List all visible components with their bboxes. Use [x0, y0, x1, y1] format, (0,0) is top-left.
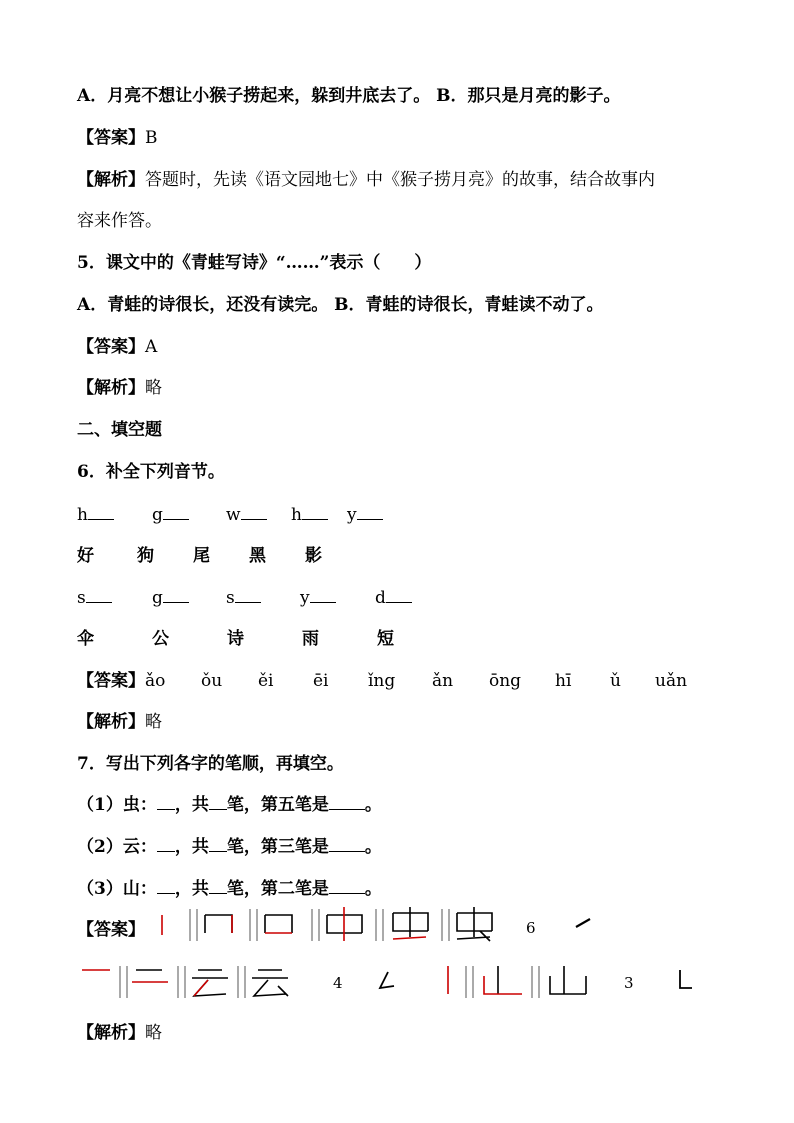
hanzi: 好 — [77, 546, 94, 566]
stroke-icon — [676, 968, 696, 992]
hanzi: 公 — [152, 629, 169, 649]
analysis-label: 【解析】 — [77, 712, 145, 732]
q7-question: 7．写出下列各字的笔顺，再填空。 — [77, 754, 344, 774]
pinyin-answer: ōng — [489, 671, 522, 691]
q7-item-1: （1）虫： ，共 笔，第五笔是 。 — [77, 795, 382, 815]
q4-analysis-cont: 容来作答。 — [77, 211, 162, 231]
q4-answer — [77, 128, 158, 148]
syllable-blank: g — [152, 505, 226, 525]
answer-label: 【答案】 — [77, 128, 145, 148]
stroke-count: 3 — [624, 974, 634, 992]
stroke-icon — [574, 915, 594, 931]
stroke-icon — [376, 970, 398, 992]
hanzi: 伞 — [77, 629, 94, 649]
syllable-blank: s — [226, 588, 300, 608]
syllable-blank: s — [77, 588, 152, 608]
stroke-sequence-image — [78, 962, 308, 1002]
q7-item-2: （2）云： ，共 笔，第三笔是 。 — [77, 837, 382, 857]
q5-options: A．青蛙的诗很长，还没有读完。 B．青蛙的诗很长，青蛙读不动了。 — [77, 295, 604, 315]
pinyin-answer: ǔ — [610, 671, 621, 691]
answer-label: 【答案】 — [77, 671, 145, 691]
q6-chars-row-1 — [77, 546, 345, 566]
q7-analysis — [77, 1023, 162, 1043]
syllable-blank: y — [300, 588, 375, 608]
stroke-count: 6 — [526, 919, 536, 937]
syllable-blank: d — [375, 588, 420, 608]
q5-question: 5．课文中的《青蛙写诗》“……”表示（ ） — [77, 253, 432, 273]
analysis-text: 略 — [145, 378, 162, 398]
answer-value: A — [145, 337, 158, 357]
q4-analysis — [77, 170, 655, 190]
syllable-blank: w — [226, 505, 291, 525]
analysis-text: 答题时，先读《语文园地七》中《猴子捞月亮》的故事，结合故事内 — [145, 170, 655, 190]
q6-question: 6．补全下列音节。 — [77, 462, 225, 482]
q6-answer — [77, 671, 695, 691]
analysis-text: 略 — [145, 712, 162, 732]
syllable-blank: y — [347, 505, 392, 525]
hanzi: 影 — [305, 546, 322, 566]
hanzi: 短 — [377, 629, 394, 649]
pinyin-answer: ēi — [313, 671, 329, 691]
q6-initials-row-2 — [77, 588, 420, 608]
answer-label: 【答案】 — [77, 337, 145, 357]
analysis-label: 【解析】 — [77, 1023, 145, 1043]
q5-analysis — [77, 378, 162, 398]
analysis-label: 【解析】 — [77, 378, 145, 398]
syllable-blank: h — [291, 505, 347, 525]
stroke-sequence-image — [150, 905, 590, 945]
pinyin-answer: ǎn — [432, 671, 454, 691]
hanzi: 尾 — [193, 546, 210, 566]
stroke-sequence-image — [440, 962, 590, 1002]
q6-initials-row-1 — [77, 505, 392, 525]
hanzi: 狗 — [137, 546, 154, 566]
hanzi: 诗 — [227, 629, 244, 649]
syllable-blank: g — [152, 588, 226, 608]
analysis-text: 略 — [145, 1023, 162, 1043]
q6-chars-row-2 — [77, 629, 417, 649]
q5-answer — [77, 337, 157, 357]
answer-value: B — [145, 128, 158, 148]
stroke-order-chong — [0, 905, 794, 945]
stroke-count: 4 — [333, 974, 343, 992]
analysis-label: 【解析】 — [77, 170, 145, 190]
q6-analysis — [77, 712, 162, 732]
q7-item-3: （3）山： ，共 笔，第二笔是 。 — [77, 879, 382, 899]
hanzi: 雨 — [302, 629, 319, 649]
syllable-blank: h — [77, 505, 152, 525]
stroke-order-yun-shan — [0, 962, 794, 1002]
hanzi: 黑 — [249, 546, 266, 566]
pinyin-answer: ǎo — [145, 671, 166, 691]
q7-answer-label: 【答案】 — [77, 920, 145, 940]
q4-options: A．月亮不想让小猴子捞起来，躲到井底去了。 B．那只是月亮的影子。 — [77, 86, 621, 106]
section-title: 二、填空题 — [77, 420, 162, 440]
pinyin-answer: ǒu — [201, 671, 223, 691]
pinyin-answer: ǐng — [368, 671, 396, 691]
pinyin-answer: hī — [555, 671, 572, 691]
pinyin-answer: ěi — [258, 671, 274, 691]
pinyin-answer: uǎn — [655, 671, 688, 691]
